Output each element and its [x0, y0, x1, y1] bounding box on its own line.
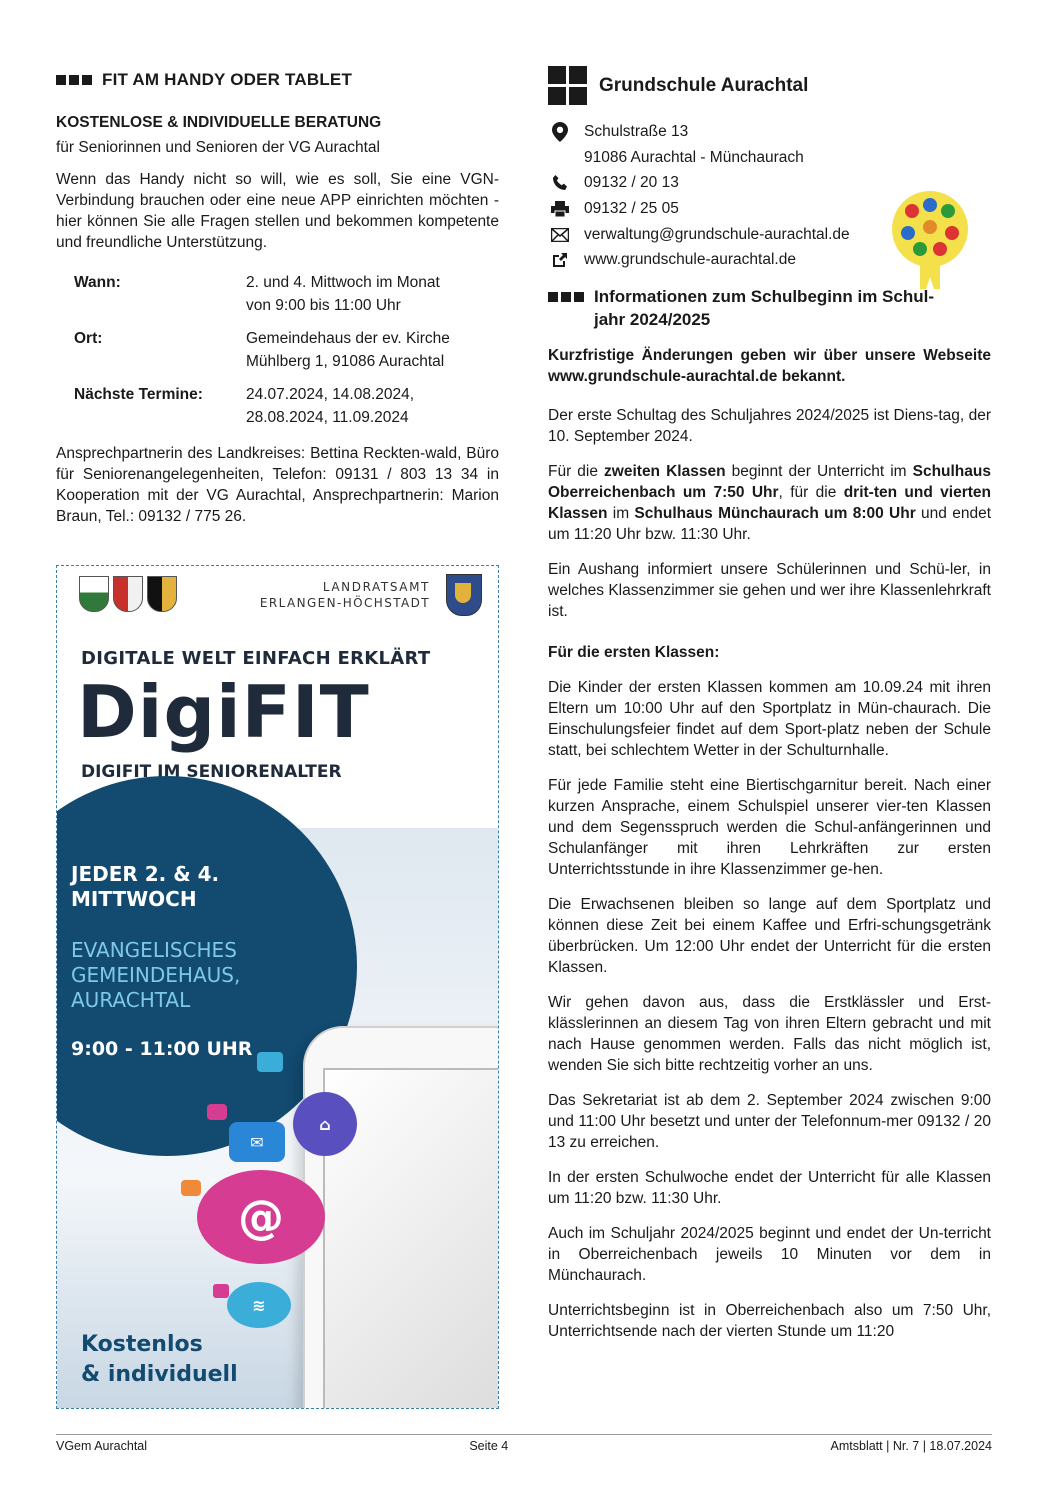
footer-page-number: Seite 4	[469, 1439, 509, 1453]
municipal-crests	[79, 576, 177, 612]
section-heading-text: FIT AM HANDY ODER TABLET	[102, 70, 353, 89]
first-day-paragraph: Der erste Schultag des Schuljahres 2024/2025 ist Diens-tag, der 10. September 2024.	[548, 407, 991, 446]
school-contacts	[548, 119, 991, 273]
phone-icon	[548, 175, 572, 191]
mini-mail-icon	[213, 1284, 229, 1298]
flyer-title: DigiFIT	[77, 670, 370, 754]
at-bubble-icon: @	[197, 1170, 325, 1264]
notice-board-paragraph: Ein Aushang informiert unsere Schülerinnen und Schü-ler, in welches Klassenzimmer sie gehen und wer ihre Klassenlehrkraft ist.	[548, 561, 991, 621]
right-column	[548, 66, 991, 1342]
pickup-paragraph: Wir gehen davon aus, dass die Erstklässler und Erst-klässlerinnen an diesem Tag von ihren Eltern gebracht und mit nach Hause genommen werden. Falls das nicht möglich ist, wenden Sie sich bitte rechtzeitig vorher an uns.	[548, 994, 991, 1075]
offset-paragraph: Auch im Schuljahr 2024/2025 beginnt und endet der Un-terricht in Oberreichenbach jeweils 10 Minuten vor dem in Münchaurach.	[548, 1225, 991, 1285]
detail-label: Wann:	[74, 274, 121, 291]
crest-icon	[147, 576, 177, 612]
first-classes-heading: Für die ersten Klassen:	[548, 644, 720, 662]
location-pin-icon	[548, 122, 572, 142]
page-footer	[56, 1434, 992, 1453]
detail-row	[74, 383, 450, 439]
flyer-tagline: DIGITALE WELT EINFACH ERKLÄRT	[81, 648, 431, 669]
digifit-flyer	[56, 565, 499, 1409]
flyer-cta: Kostenlos & individuell	[81, 1332, 238, 1387]
school-grid-icon	[548, 66, 587, 105]
email-icon	[548, 228, 572, 242]
subheading-line: für Seniorinnen und Senioren der VG Aurachtal	[56, 139, 380, 156]
flyer-where: EVANGELISCHES GEMEINDEHAUS, AURACHTAL	[71, 938, 241, 1012]
wifi-bubble-icon: ≋	[227, 1282, 291, 1328]
times-paragraph: Unterrichtsbeginn ist in Oberreichenbach also um 7:50 Uhr, Unterrichtsende nach der vierten Stunde um 11:20	[548, 1302, 991, 1341]
detail-label: Nächste Termine:	[74, 386, 203, 403]
first-classes-paragraph: Die Kinder der ersten Klassen kommen am 10.09.24 mit ihren Eltern um 10:00 Uhr auf den Sportplatz in Mün-chaurach. Die Einschulungsfeier findet auf dem Sport-platz neben der Schule statt, bei schlechtem Wetter in der Schulturnhalle.	[548, 679, 991, 760]
office-paragraph: Das Sekretariat ist ab dem 2. September 2024 zwischen 9:00 und 11:00 Uhr besetzt und unter der Telefonnum-mer 09132 / 20 13 zu erreichen.	[548, 1092, 991, 1152]
flyer-time: 9:00 - 11:00 UHR	[71, 1038, 253, 1060]
detail-value: 24.07.2024, 14.08.2024, 28.08.2024, 11.09.2024	[246, 386, 415, 426]
home-bubble-icon: ⌂	[293, 1092, 357, 1156]
family-paragraph: Für jede Familie steht eine Biertischgarnitur bereit. Nach einer kurzen Ansprache, einem Schulspiel unserer vier-ten Klassen und dem Segensspruch werden die Schul-anfängerinnen und Schulanfänger mit ihren Lehrkräften zur ersten Unterrichtsstunde in ihre Klassenzimmer ge-hen.	[548, 777, 991, 879]
detail-value: Gemeindehaus der ev. Kirche Mühlberg 1, 91086 Aurachtal	[246, 330, 450, 370]
intro-paragraph: Wenn das Handy nicht so will, wie es soll, Sie eine VGN-Verbindung brauchen oder eine neue APP einrichten möchten - hier können Sie alle Fragen stellen und bekommen kompetente und freundliche Unterstützung.	[56, 171, 499, 251]
envelope-small-icon	[181, 1180, 201, 1196]
school-start-heading-text: Informationen zum Schulbeginn im Schul- jahr 2024/2025	[594, 287, 935, 330]
school-website[interactable]: www.grundschule-aurachtal.de	[548, 247, 991, 273]
smartphone-illustration	[303, 1026, 499, 1409]
school-logo	[890, 189, 970, 299]
fax-printer-icon	[548, 201, 572, 217]
start-times-paragraph: Für die zweiten Klassen beginnt der Unterricht im Schulhaus Oberreichenbach um 7:50 Uhr, für die drit-ten und vierten Klassen im Schulhaus Münchaurach um 8:00 Uhr und endet um 11:20 Uhr bzw. 11:30 Uhr.	[548, 463, 992, 544]
school-fax: 09132 / 25 05	[548, 196, 991, 222]
detail-row	[74, 327, 450, 383]
school-phone: 09132 / 20 13	[548, 170, 991, 196]
district-crest-icon	[446, 574, 482, 616]
flyer-when: JEDER 2. & 4. MITTWOCH	[71, 862, 220, 911]
address-street: Schulstraße 13	[548, 119, 991, 145]
school-name: Grundschule Aurachtal	[599, 74, 809, 96]
school-email[interactable]: verwaltung@grundschule-aurachtal.de	[548, 222, 991, 248]
chat-icon	[257, 1052, 283, 1072]
authority-label: LANDRATSAMT ERLANGEN-HÖCHSTADT	[259, 580, 430, 610]
heading-squares-icon	[56, 75, 92, 85]
address-city: 91086 Aurachtal - Münchaurach	[584, 148, 804, 166]
section-heading	[56, 70, 499, 90]
heading-squares-icon	[548, 292, 584, 302]
notice-paragraph: Kurzfristige Änderungen geben wir über unsere Webseite www.grundschule-aurachtal.de bekannt.	[548, 347, 991, 386]
first-week-paragraph: In der ersten Schulwoche endet der Unterricht für alle Klassen um 11:20 bzw. 11:30 Uhr.	[548, 1169, 991, 1208]
flyer-subtitle: DIGIFIT IM SENIORENALTER	[81, 762, 342, 782]
school-heading	[548, 66, 991, 105]
external-link-icon	[548, 252, 572, 268]
mail-bubble-icon: ✉	[229, 1122, 285, 1162]
detail-value: 2. und 4. Mittwoch im Monat von 9:00 bis 11:00 Uhr	[246, 274, 440, 314]
crest-icon	[79, 576, 109, 612]
details-table	[74, 271, 450, 439]
left-column	[56, 70, 499, 527]
footer-left: VGem Aurachtal	[56, 1439, 148, 1453]
contact-paragraph: Ansprechpartnerin des Landkreises: Bettina Reckten-wald, Büro für Seniorenangelegenheiten, Telefon: 09131 / 803 13 34 in Kooperation mit der VG Aurachtal, Ansprechpartnerin: Marion Braun, Tel.: 09132 / 775 26.	[56, 445, 499, 525]
footer-issue: Amtsblatt | Nr. 7 | 18.07.2024	[830, 1439, 992, 1453]
wifi-small-icon	[207, 1104, 227, 1120]
crest-icon	[113, 576, 143, 612]
adults-paragraph: Die Erwachsenen bleiben so lange auf dem Sportplatz und können diese Zeit bei einem Kaffee und Erfri-schungsgetränk überbrücken. Um 12:00 Uhr endet der Unterricht für die ersten Klassen.	[548, 896, 991, 977]
detail-row	[74, 271, 450, 327]
detail-label: Ort:	[74, 330, 103, 347]
subheading: KOSTENLOSE & INDIVIDUELLE BERATUNG	[56, 114, 382, 131]
